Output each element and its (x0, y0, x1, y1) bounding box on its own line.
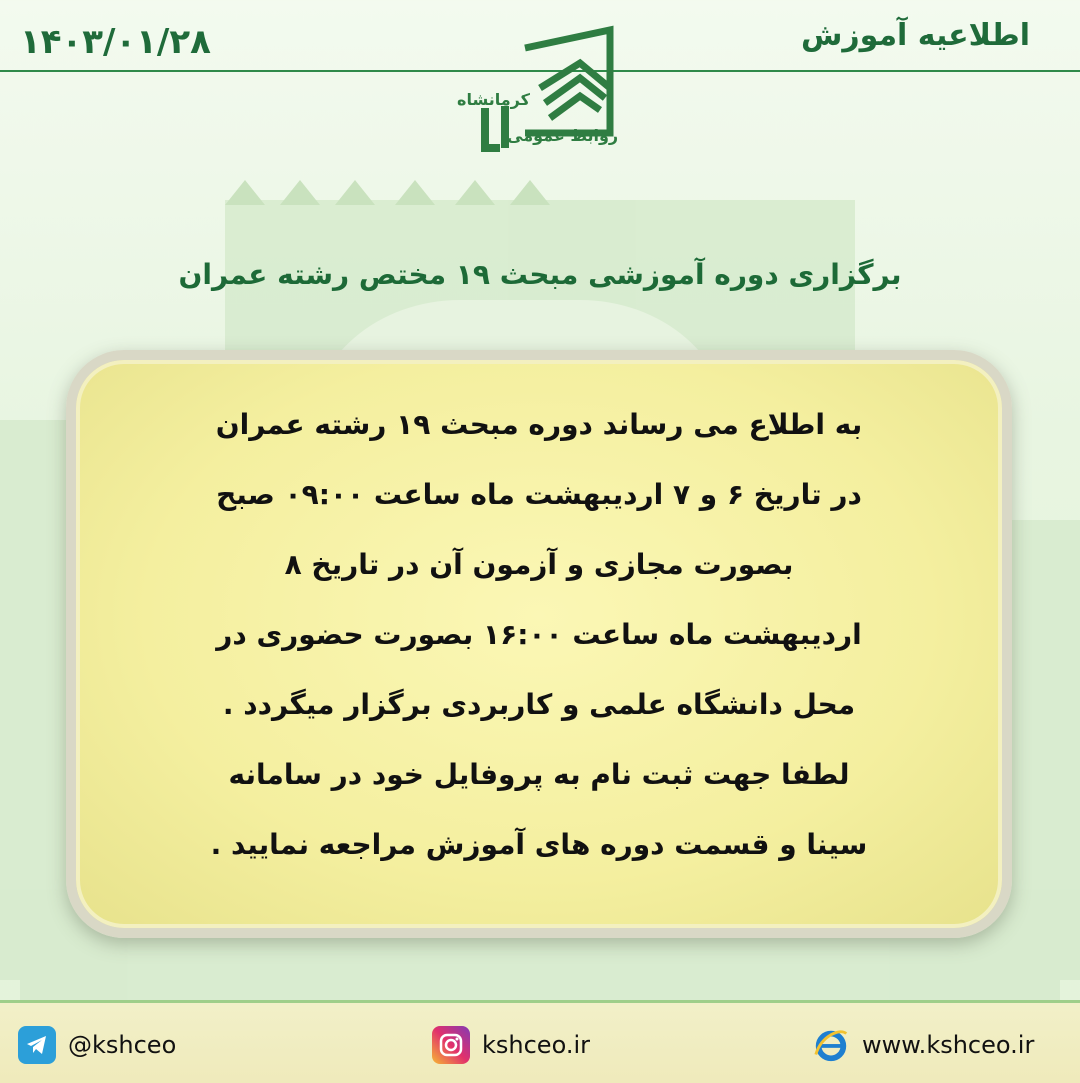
announcement-card (66, 350, 1012, 938)
body-line: اردیبهشت ماه ساعت ۱۶:۰۰ بصورت حضوری در (216, 618, 862, 651)
website-url: www.kshceo.ir (862, 1031, 1035, 1059)
telegram-handle: @kshceo (68, 1031, 177, 1059)
footer-website[interactable] (812, 1025, 1034, 1065)
announcement-body (76, 390, 1002, 880)
footer-telegram[interactable] (18, 1025, 176, 1065)
announcement-date: ۱۴۰۳/۰۱/۲۸ (20, 22, 211, 62)
announcement-label: اطلاعیه آموزش (800, 18, 1030, 53)
logo-pr-text: روابط عمومی (507, 126, 619, 145)
telegram-icon (18, 1026, 56, 1064)
logo-city-text: کرمانشاه (457, 90, 530, 109)
body-line: محل دانشگاه علمی و کاربردی برگزار میگردد . (222, 688, 856, 721)
footer-bar (0, 1000, 1080, 1083)
body-line: در تاریخ ۶ و ۷ اردیبهشت ماه ساعت ۰۹:۰۰ صبح (216, 478, 862, 511)
footer-instagram[interactable] (432, 1025, 590, 1065)
internet-explorer-icon (812, 1026, 850, 1064)
instagram-handle: kshceo.ir (482, 1031, 590, 1059)
body-line: به اطلاع می رساند دوره مبحث ۱۹ رشته عمران (215, 408, 863, 441)
page-title: برگزاری دوره آموزشی مبحث ۱۹ مختص رشته عمران (178, 258, 902, 291)
body-line: بصورت مجازی و آزمون آن در تاریخ ۸ (284, 548, 794, 581)
organization-logo (455, 18, 635, 168)
body-line: سینا و قسمت دوره های آموزش مراجعه نمایید . (210, 828, 868, 861)
instagram-icon (432, 1026, 470, 1064)
body-line: لطفا جهت ثبت نام به پروفایل خود در سامانه (228, 758, 850, 791)
